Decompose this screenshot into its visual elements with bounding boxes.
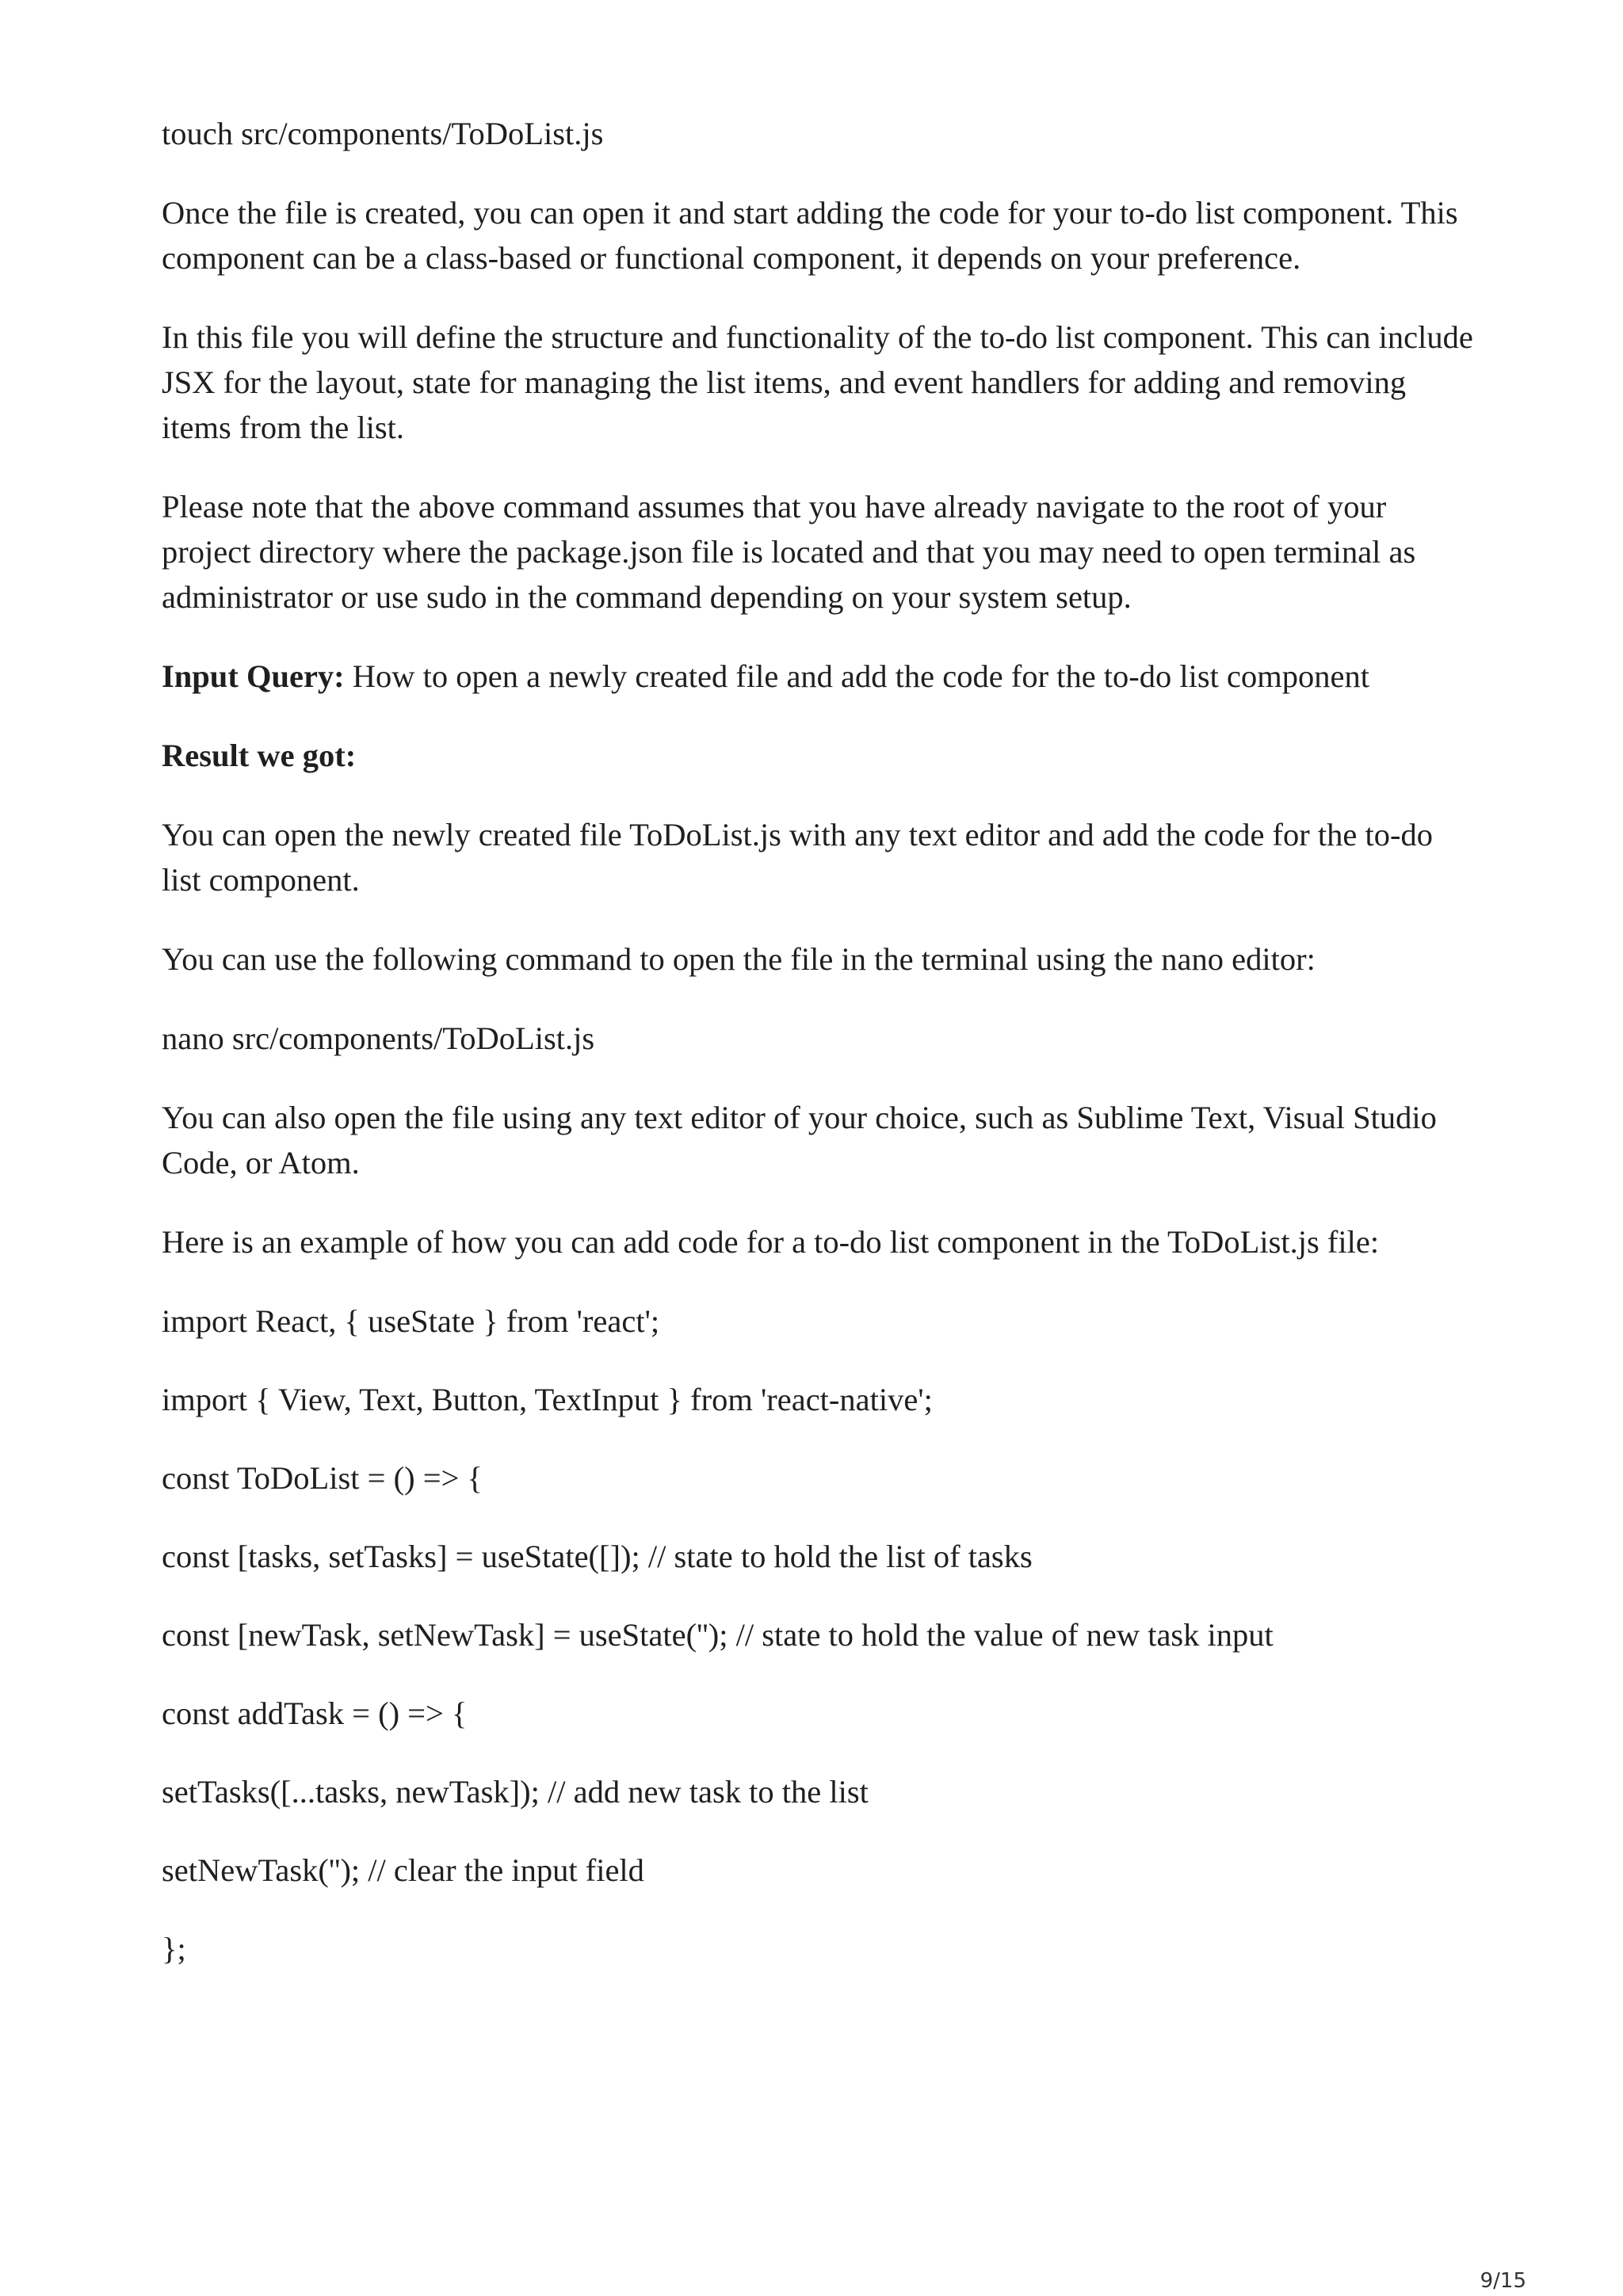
document-body	[162, 111, 1477, 2004]
paragraph-input-query	[162, 654, 1477, 699]
code-line-import-react: import React, { useState } from 'react';	[162, 1303, 660, 1339]
paragraph-nano-command: nano src/components/ToDoList.js	[162, 1020, 595, 1056]
paragraph-note: Please note that the above command assumes that you have already navigate to the root of your project directory where the package.json file is located and that you may need to open terminal as administrator or use sudo in the command depending on your system setup.	[162, 489, 1416, 615]
page-number: 9/15	[1480, 2269, 1526, 2293]
paragraph-open-file: Once the file is created, you can open it and start adding the code for your to-do list component. This component can be a class-based or functional component, it depends on your preference.	[162, 195, 1458, 276]
input-query-label: Input Query:	[162, 658, 345, 694]
code-line-setnewtask: setNewTask(''); // clear the input field	[162, 1852, 644, 1888]
code-line-const-todolist: const ToDoList = () => {	[162, 1460, 483, 1496]
paragraph-result-heading	[162, 733, 1477, 778]
paragraph-editor-choice: You can also open the file using any text editor of your choice, such as Sublime Text, Visual Studio Code, or Atom.	[162, 1100, 1437, 1180]
code-line-import-native: import { View, Text, Button, TextInput } from 'react-native';	[162, 1382, 933, 1417]
paragraph-example-intro: Here is an example of how you can add code for a to-do list component in the ToDoList.js file:	[162, 1224, 1380, 1260]
paragraph-define-structure: In this file you will define the structure and functionality of the to-do list component. This can include JSX for the layout, state for managing the list items, and event handlers for adding and removing items from the list.	[162, 319, 1473, 445]
code-line-settasks: setTasks([...tasks, newTask]); // add new task to the list	[162, 1774, 869, 1810]
paragraph-touch-command: touch src/components/ToDoList.js	[162, 116, 604, 151]
paragraph-nano-intro: You can use the following command to open the file in the terminal using the nano editor:	[162, 941, 1316, 977]
code-line-newtask-state: const [newTask, setNewTask] = useState(''); // state to hold the value of new task input	[162, 1617, 1274, 1653]
result-label: Result we got:	[162, 738, 357, 773]
code-line-tasks-state: const [tasks, setTasks] = useState([]); // state to hold the list of tasks	[162, 1539, 1033, 1574]
code-line-addtask: const addTask = () => {	[162, 1695, 468, 1731]
code-line-close-brace: };	[162, 1931, 186, 1966]
input-query-text: How to open a newly created file and add the code for the to-do list component	[344, 658, 1370, 694]
paragraph-open-with-editor: You can open the newly created file ToDoList.js with any text editor and add the code for the to-do list component.	[162, 817, 1434, 898]
